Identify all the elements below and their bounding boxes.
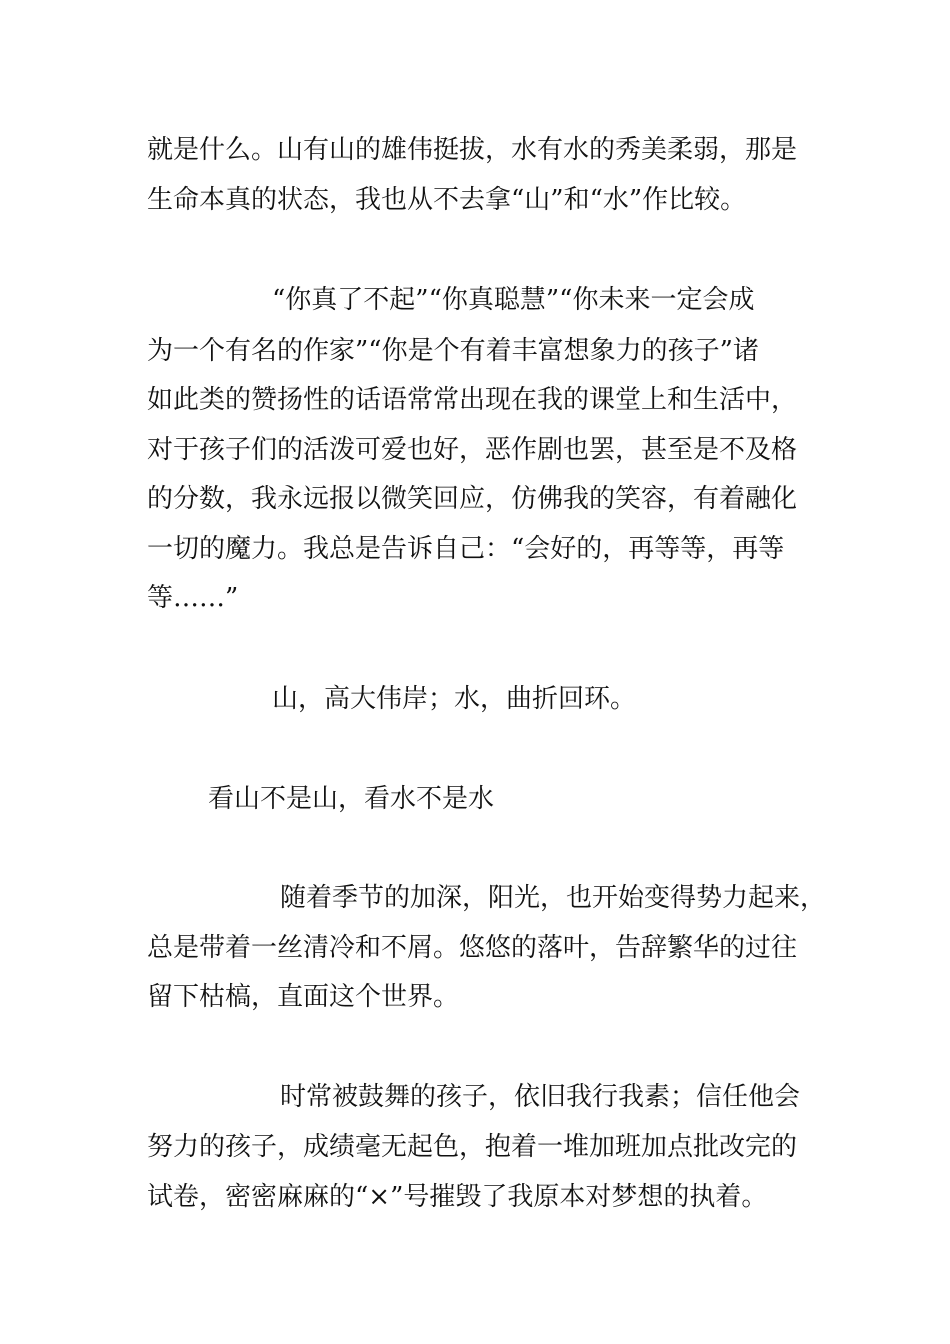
paragraph-3-line-1: 山，高大伟岸；水，曲折回环。	[272, 684, 637, 714]
paragraph-5-line-3: 留下枯槁，直面这个世界。	[147, 982, 460, 1012]
paragraph-6-line-1: 时常被鼓舞的孩子，依旧我行我素；信任他会	[280, 1082, 801, 1112]
paragraph-2-line-2: 为一个有名的作家”“你是个有着丰富想象力的孩子”诸	[147, 336, 759, 366]
paragraph-1-line-2: 生命本真的状态，我也从不去拿“山”和“水”作比较。	[147, 185, 747, 215]
paragraph-2-line-1: “你真了不起”“你真聪慧”“你未来一定会成	[272, 285, 755, 315]
paragraph-2-line-4: 对于孩子们的活泼可爱也好，恶作剧也罢，甚至是不及格	[147, 435, 798, 465]
paragraph-5-line-1: 随着季节的加深，阳光，也开始变得势力起来，	[280, 883, 827, 913]
paragraph-2-line-3: 如此类的赞扬性的话语常常出现在我的课堂上和生活中，	[147, 385, 798, 415]
paragraph-5-line-2: 总是带着一丝清冷和不屑。悠悠的落叶，告辞繁华的过往	[147, 933, 798, 963]
paragraph-6-line-2: 努力的孩子，成绩毫无起色，抱着一堆加班加点批改完的	[147, 1132, 798, 1162]
paragraph-2-line-5: 的分数，我永远报以微笑回应，仿佛我的笑容，有着融化	[147, 484, 798, 514]
paragraph-2-line-7: 等……”	[147, 583, 239, 613]
paragraph-4-line-1: 看山不是山，看水不是水	[208, 784, 495, 814]
paragraph-2-line-6: 一切的魔力。我总是告诉自己：“会好的，再等等，再等	[147, 534, 785, 564]
paragraph-6-line-3: 试卷，密密麻麻的“×”号摧毁了我原本对梦想的执着。	[147, 1182, 768, 1212]
paragraph-1-line-1: 就是什么。山有山的雄伟挺拔，水有水的秀美柔弱，那是	[147, 135, 798, 165]
